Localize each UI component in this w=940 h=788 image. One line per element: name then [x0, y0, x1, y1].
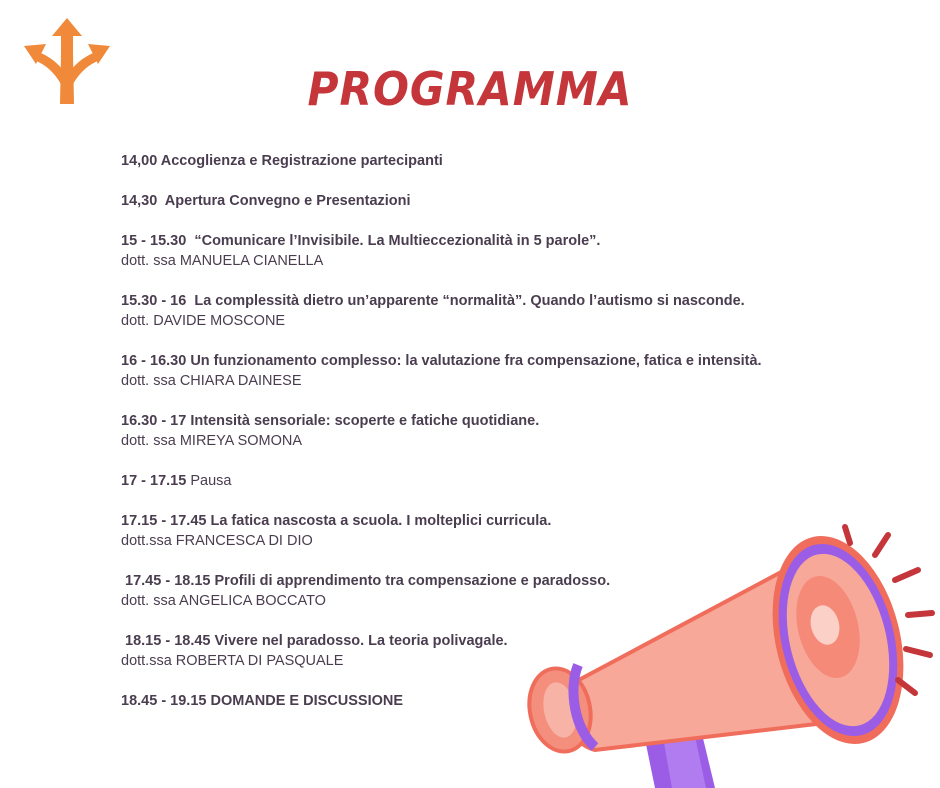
program-item-speaker: dott. ssa CHIARA DAINESE — [121, 373, 302, 389]
program-item-title: 14,30 Apertura Convegno e Presentazioni — [121, 193, 411, 209]
program-item — [121, 411, 841, 451]
program-item-title: 14,00 Accoglienza e Registrazione partecipanti — [121, 153, 443, 169]
program-item — [121, 191, 841, 211]
program-item-speaker: dott. ssa MANUELA CIANELLA — [121, 253, 324, 269]
program-item-speaker: dott.ssa ROBERTA DI PASQUALE — [121, 653, 344, 669]
program-item-title: 17.45 - 18.15 Profili di apprendimento tra compensazione e paradosso. — [121, 573, 611, 589]
program-item-title: 17 - 17.15 — [121, 473, 187, 489]
program-item-title: 16 - 16.30 Un funzionamento complesso: la valutazione fra compensazione, fatica e intensità. — [121, 353, 762, 369]
program-item-note: Pausa — [186, 473, 232, 489]
program-item-speaker: dott. ssa ANGELICA BOCCATO — [121, 593, 326, 609]
page-title: PROGRAMMA — [307, 62, 633, 116]
program-item-speaker: dott. DAVIDE MOSCONE — [121, 313, 286, 329]
program-item-speaker: dott.ssa FRANCESCA DI DIO — [121, 533, 313, 549]
program-item — [121, 291, 841, 331]
megaphone-icon — [520, 515, 940, 788]
program-item-speaker: dott. ssa MIREYA SOMONA — [121, 433, 303, 449]
program-item — [121, 151, 841, 171]
program-item — [121, 471, 841, 491]
program-item-title: 15 - 15.30 “Comunicare l’Invisibile. La Multieccezionalità in 5 parole”. — [121, 233, 601, 249]
program-item-title: 16.30 - 17 Intensità sensoriale: scoperte e fatiche quotidiane. — [121, 413, 540, 429]
program-item-title: 17.15 - 17.45 La fatica nascosta a scuola. I molteplici curricula. — [121, 513, 552, 529]
program-item — [121, 231, 841, 271]
program-item-title: 18.45 - 19.15 DOMANDE E DISCUSSIONE — [121, 693, 404, 709]
program-item-title: 15.30 - 16 La complessità dietro un’apparente “normalità”. Quando l’autismo si nasconde. — [121, 293, 745, 309]
program-item-title: 18.15 - 18.45 Vivere nel paradosso. La teoria polivagale. — [121, 633, 508, 649]
program-item — [121, 351, 841, 391]
